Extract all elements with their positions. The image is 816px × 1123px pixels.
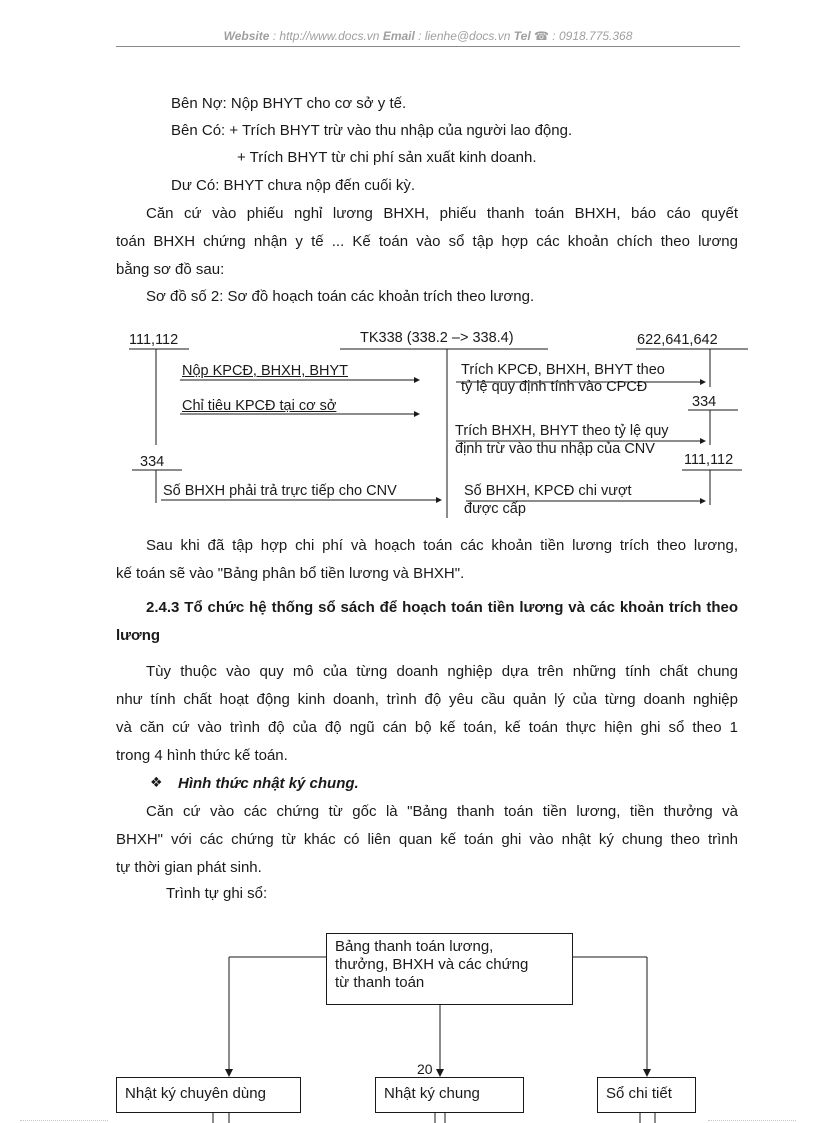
entry-accrue-bhxh-1: Trích BHXH, BHYT theo tỷ lệ quy bbox=[455, 423, 669, 439]
paragraph-3-line: trong 4 hình thức kế toán. bbox=[116, 747, 288, 764]
paragraph-2-line: kế toán sẽ vào "Bảng phân bổ tiền lương và BHXH". bbox=[116, 565, 465, 582]
tel-value: 0918.775.368 bbox=[558, 29, 633, 43]
tel-label: Tel bbox=[513, 29, 531, 43]
entry-pay-kpcd: Nộp KPCĐ, BHXH, BHYT bbox=[182, 363, 348, 379]
section-heading-line: lương bbox=[116, 627, 161, 644]
credit-line-2: + Trích BHYT từ chi phí sản xuất kinh doanh. bbox=[237, 149, 537, 166]
paragraph-3-line: như tính chất hoạt động kinh doanh, trình độ yêu cầu quản lý của từng doanh nghiệp bbox=[116, 691, 738, 708]
paragraph-3-line: Tùy thuộc vào quy mô của từng doanh nghiệp dựa trên những tính chất chung bbox=[146, 663, 738, 680]
account-111-112-right: 111,112 bbox=[684, 452, 734, 468]
account-334-left: 334 bbox=[140, 454, 165, 470]
debit-line: Bên Nợ: Nộp BHYT cho cơ sở y tế. bbox=[171, 95, 407, 112]
diagram-title: Sơ đồ số 2: Sơ đồ hoạch toán các khoản trích theo lương. bbox=[146, 288, 535, 305]
entry-overspend-1: Số BHXH, KPCĐ chi vượt bbox=[464, 483, 632, 499]
section-heading-line: 2.4.3 Tổ chức hệ thống sổ sách để hoạch toán tiền lương và các khoản trích theo bbox=[146, 599, 738, 616]
bullet-heading: Hình thức nhật ký chung. bbox=[178, 775, 359, 792]
flow-box-general-journal: Nhật ký chung bbox=[375, 1077, 524, 1113]
paragraph-1-line: bằng sơ đồ sau: bbox=[116, 261, 225, 278]
paragraph-4-line: Căn cứ vào các chứng từ gốc là "Bảng thanh toán tiền lương, tiền thưởng và bbox=[146, 803, 738, 820]
entry-spend-kpcd: Chỉ tiêu KPCĐ tại cơ sở bbox=[182, 398, 337, 414]
paragraph-4-line: tự thời gian phát sinh. bbox=[116, 859, 262, 876]
account-622-641-642: 622,641,642 bbox=[637, 332, 718, 348]
entry-accrue-bhxh-2: định trừ vào thu nhập của CNV bbox=[455, 441, 655, 457]
bottom-dotted-rule-left bbox=[20, 1120, 108, 1121]
entry-accrue-kpcd-2: tỷ lệ quy định tính vào CPCĐ bbox=[461, 379, 648, 395]
phone-icon: ☎ bbox=[534, 29, 549, 43]
account-111-112-left: 111,112 bbox=[129, 332, 179, 348]
flow-box-special-journal: Nhật ký chuyên dùng bbox=[116, 1077, 301, 1113]
entry-bhxh-payable: Số BHXH phải trả trực tiếp cho CNV bbox=[163, 483, 397, 499]
paragraph-4-line: BHXH" với các chứng từ khác có liên quan kế toán ghi vào nhật ký chung theo trình bbox=[116, 831, 738, 848]
paragraph-2-line: Sau khi đã tập hợp chi phí và hoạch toán các khoản tiền lương trích theo lương, bbox=[146, 537, 738, 554]
diamond-bullet-icon: ❖ bbox=[150, 774, 163, 790]
sequence-label: Trình tự ghi sổ: bbox=[166, 885, 268, 902]
entry-accrue-kpcd-1: Trích KPCĐ, BHXH, BHYT theo bbox=[461, 362, 665, 378]
website-value[interactable]: http://www.docs.vn bbox=[279, 29, 380, 43]
email-label: Email bbox=[382, 29, 415, 43]
flow-box-payroll-sheet: Bảng thanh toán lương, thưởng, BHXH và các chứng từ thanh toán bbox=[326, 933, 573, 1005]
entry-overspend-2: được cấp bbox=[464, 501, 526, 517]
paragraph-3-line: và căn cứ vào trình độ của độ ngũ cán bộ kế toán, kế toán thực hiện ghi sổ theo 1 bbox=[116, 719, 738, 736]
account-334-right: 334 bbox=[692, 394, 717, 410]
paragraph-1-line: Căn cứ vào phiếu nghỉ lương BHXH, phiếu thanh toán BHXH, báo cáo quyết bbox=[146, 205, 738, 222]
paragraph-1-line: toán BHXH chứng nhận y tế ... Kế toán vào sổ tập hợp các khoản chích theo lương bbox=[116, 233, 738, 250]
flow-box-detail-ledger: Sổ chi tiết bbox=[597, 1077, 696, 1113]
bottom-dotted-rule-right bbox=[708, 1120, 796, 1121]
email-value[interactable]: lienhe@docs.vn bbox=[424, 29, 511, 43]
page-header: Website : http://www.docs.vn Email : lienhe@docs.vn Tel ☎ : 0918.775.368 bbox=[223, 29, 633, 43]
account-tk338: TK338 (338.2 –> 338.4) bbox=[360, 330, 514, 346]
credit-line-1: Bên Có: + Trích BHYT trừ vào thu nhập của người lao động. bbox=[171, 122, 573, 139]
balance-line: Dư Có: BHYT chưa nộp đến cuối kỳ. bbox=[171, 177, 416, 194]
page-number: 20 bbox=[417, 1061, 433, 1077]
website-label: Website bbox=[223, 29, 270, 43]
